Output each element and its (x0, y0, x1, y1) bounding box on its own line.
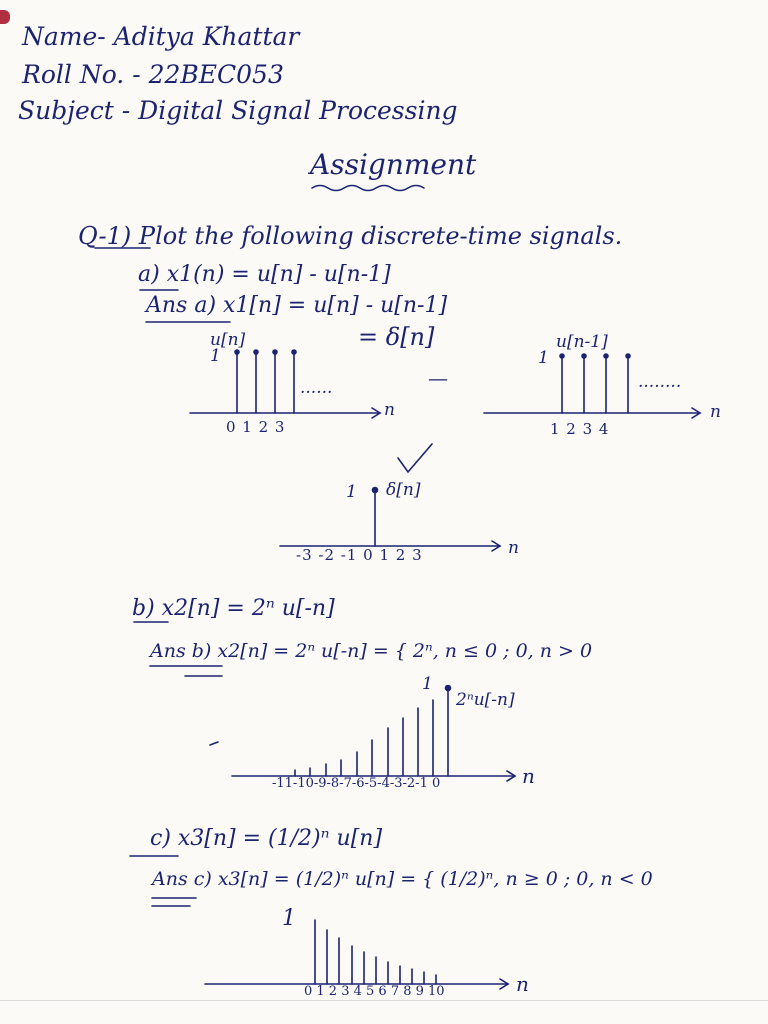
part-c-prompt: c) x3[n] = (1/2)ⁿ u[n] (150, 826, 383, 851)
student-name: Name- Aditya Khattar (22, 22, 300, 51)
part-b-plot-label: 2ⁿu[-n] (456, 690, 515, 710)
part-c-ticks: 0 1 2 3 4 5 6 7 8 9 10 (304, 984, 445, 999)
part-b-stems (295, 686, 451, 777)
part-a-answer: Ans a) x1[n] = u[n] - u[n-1] (146, 293, 448, 318)
plot-u-n-dots: ...... (300, 378, 333, 398)
plot-u-n-minus-1-stems (560, 354, 630, 413)
stray-mark (210, 742, 218, 745)
plot-u-n-minus-1-dots: ........ (638, 372, 682, 392)
delta-plot-label: δ[n] (386, 480, 421, 500)
question-1: Q-1) Plot the following discrete-time signals. (78, 222, 623, 250)
part-c-stems (315, 920, 436, 984)
part-c-plot-one: 1 (282, 906, 296, 931)
title-squiggle (312, 186, 424, 191)
subject-line: Subject - Digital Signal Processing (18, 96, 458, 125)
part-a-prompt: a) x1(n) = u[n] - u[n-1] (138, 262, 391, 287)
delta-point (373, 488, 378, 493)
plot-u-n-minus-1-ticks: 1 2 3 4 (550, 420, 610, 438)
part-b-prompt: b) x2[n] = 2ⁿ u[-n] (132, 596, 335, 621)
part-c-axis-label: n (516, 972, 529, 996)
part-b-ticks: -11-10-9-8-7-6-5-4-3-2-1 0 (272, 776, 441, 791)
check-mark (398, 444, 432, 472)
roll-number: Roll No. - 22BEC053 (22, 60, 284, 89)
part-c-answer: Ans c) x3[n] = (1/2)ⁿ u[n] = { (1/2)ⁿ, n ≥ 0 ; 0, n < 0 (152, 868, 653, 890)
delta-plot-one: 1 (346, 482, 357, 502)
plot-u-n-minus-1-axis-label: n (710, 402, 721, 422)
page-title: Assignment (310, 148, 477, 181)
delta-plot-ticks: -3 -2 -1 0 1 2 3 (296, 546, 423, 564)
plot-u-n-axis-label: n (384, 400, 395, 420)
plot-u-n-minus-1-one: 1 (538, 348, 549, 368)
plot-u-n-ticks: 0 1 2 3 (226, 418, 286, 436)
plot-u-n-stems (235, 350, 296, 413)
part-b-plot-one: 1 (422, 674, 433, 694)
minus-sign: — (428, 366, 448, 390)
part-b-axis-label: n (522, 764, 535, 788)
part-b-answer: Ans b) x2[n] = 2ⁿ u[-n] = { 2ⁿ, n ≤ 0 ; 0, n > 0 (150, 640, 593, 662)
delta-plot-axis-label: n (508, 538, 519, 558)
plot-u-n-minus-1-label: u[n-1] (556, 332, 608, 352)
page-edge (0, 1000, 768, 1001)
plot-u-n-one: 1 (210, 346, 221, 366)
part-a-result: = δ[n] (358, 323, 435, 351)
plot-u-n-label: u[n] (210, 330, 246, 350)
